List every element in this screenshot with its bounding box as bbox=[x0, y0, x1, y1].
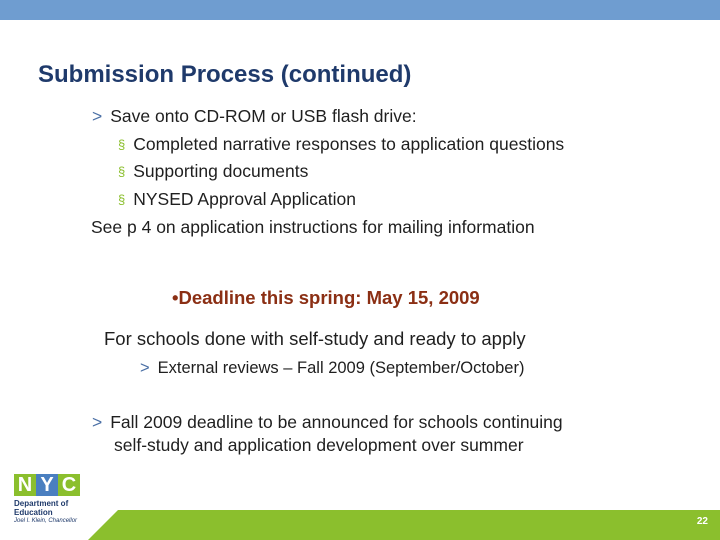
square-bullet-icon: § bbox=[118, 192, 126, 207]
sub-item-text: Completed narrative responses to application questions bbox=[133, 134, 565, 154]
sub-item-text: Supporting documents bbox=[133, 161, 309, 181]
logo-name-line-1: Department of bbox=[14, 499, 69, 508]
logo-letter-n: N bbox=[14, 474, 36, 496]
save-intro-text: Save onto CD-ROM or USB flash drive: bbox=[110, 106, 417, 126]
fall-deadline-line bbox=[92, 411, 563, 433]
footer-bar-shape bbox=[88, 510, 720, 540]
fall-deadline-text-1: Fall 2009 deadline to be announced for schools continuing bbox=[110, 412, 563, 432]
see-note-line: See p 4 on application instructions for mailing information bbox=[91, 217, 535, 237]
sub-item-narrative bbox=[118, 133, 564, 157]
save-intro-line bbox=[92, 105, 417, 127]
logo-letter-y: Y bbox=[36, 474, 58, 496]
arrow-bullet-icon: > bbox=[92, 412, 103, 432]
sub-item-nysed bbox=[118, 188, 356, 212]
sub-item-text: NYSED Approval Application bbox=[133, 189, 357, 209]
square-bullet-icon: § bbox=[118, 164, 126, 179]
logo-tagline: Joel I. Klein, Chancellor bbox=[14, 518, 78, 524]
external-reviews-line bbox=[140, 357, 524, 379]
fall-deadline-line-2: self-study and application development over summer bbox=[114, 435, 524, 455]
footer-green-bar bbox=[0, 510, 720, 540]
external-reviews-text: External reviews – Fall 2009 (September/October) bbox=[157, 359, 525, 377]
slide-title: Submission Process (continued) bbox=[38, 61, 412, 88]
logo-name-line-2: Education bbox=[14, 508, 53, 517]
page-number: 22 bbox=[696, 516, 708, 527]
nyc-logo-mark bbox=[14, 474, 84, 496]
square-bullet-icon: § bbox=[118, 137, 126, 152]
arrow-bullet-icon: > bbox=[140, 359, 150, 377]
deadline-line: •Deadline this spring: May 15, 2009 bbox=[172, 287, 480, 308]
arrow-bullet-icon: > bbox=[92, 106, 103, 126]
schools-done-line: For schools done with self-study and ready to apply bbox=[104, 328, 526, 349]
logo-letter-c: C bbox=[58, 474, 80, 496]
sub-item-supporting bbox=[118, 160, 308, 184]
top-accent-bar bbox=[0, 0, 720, 20]
